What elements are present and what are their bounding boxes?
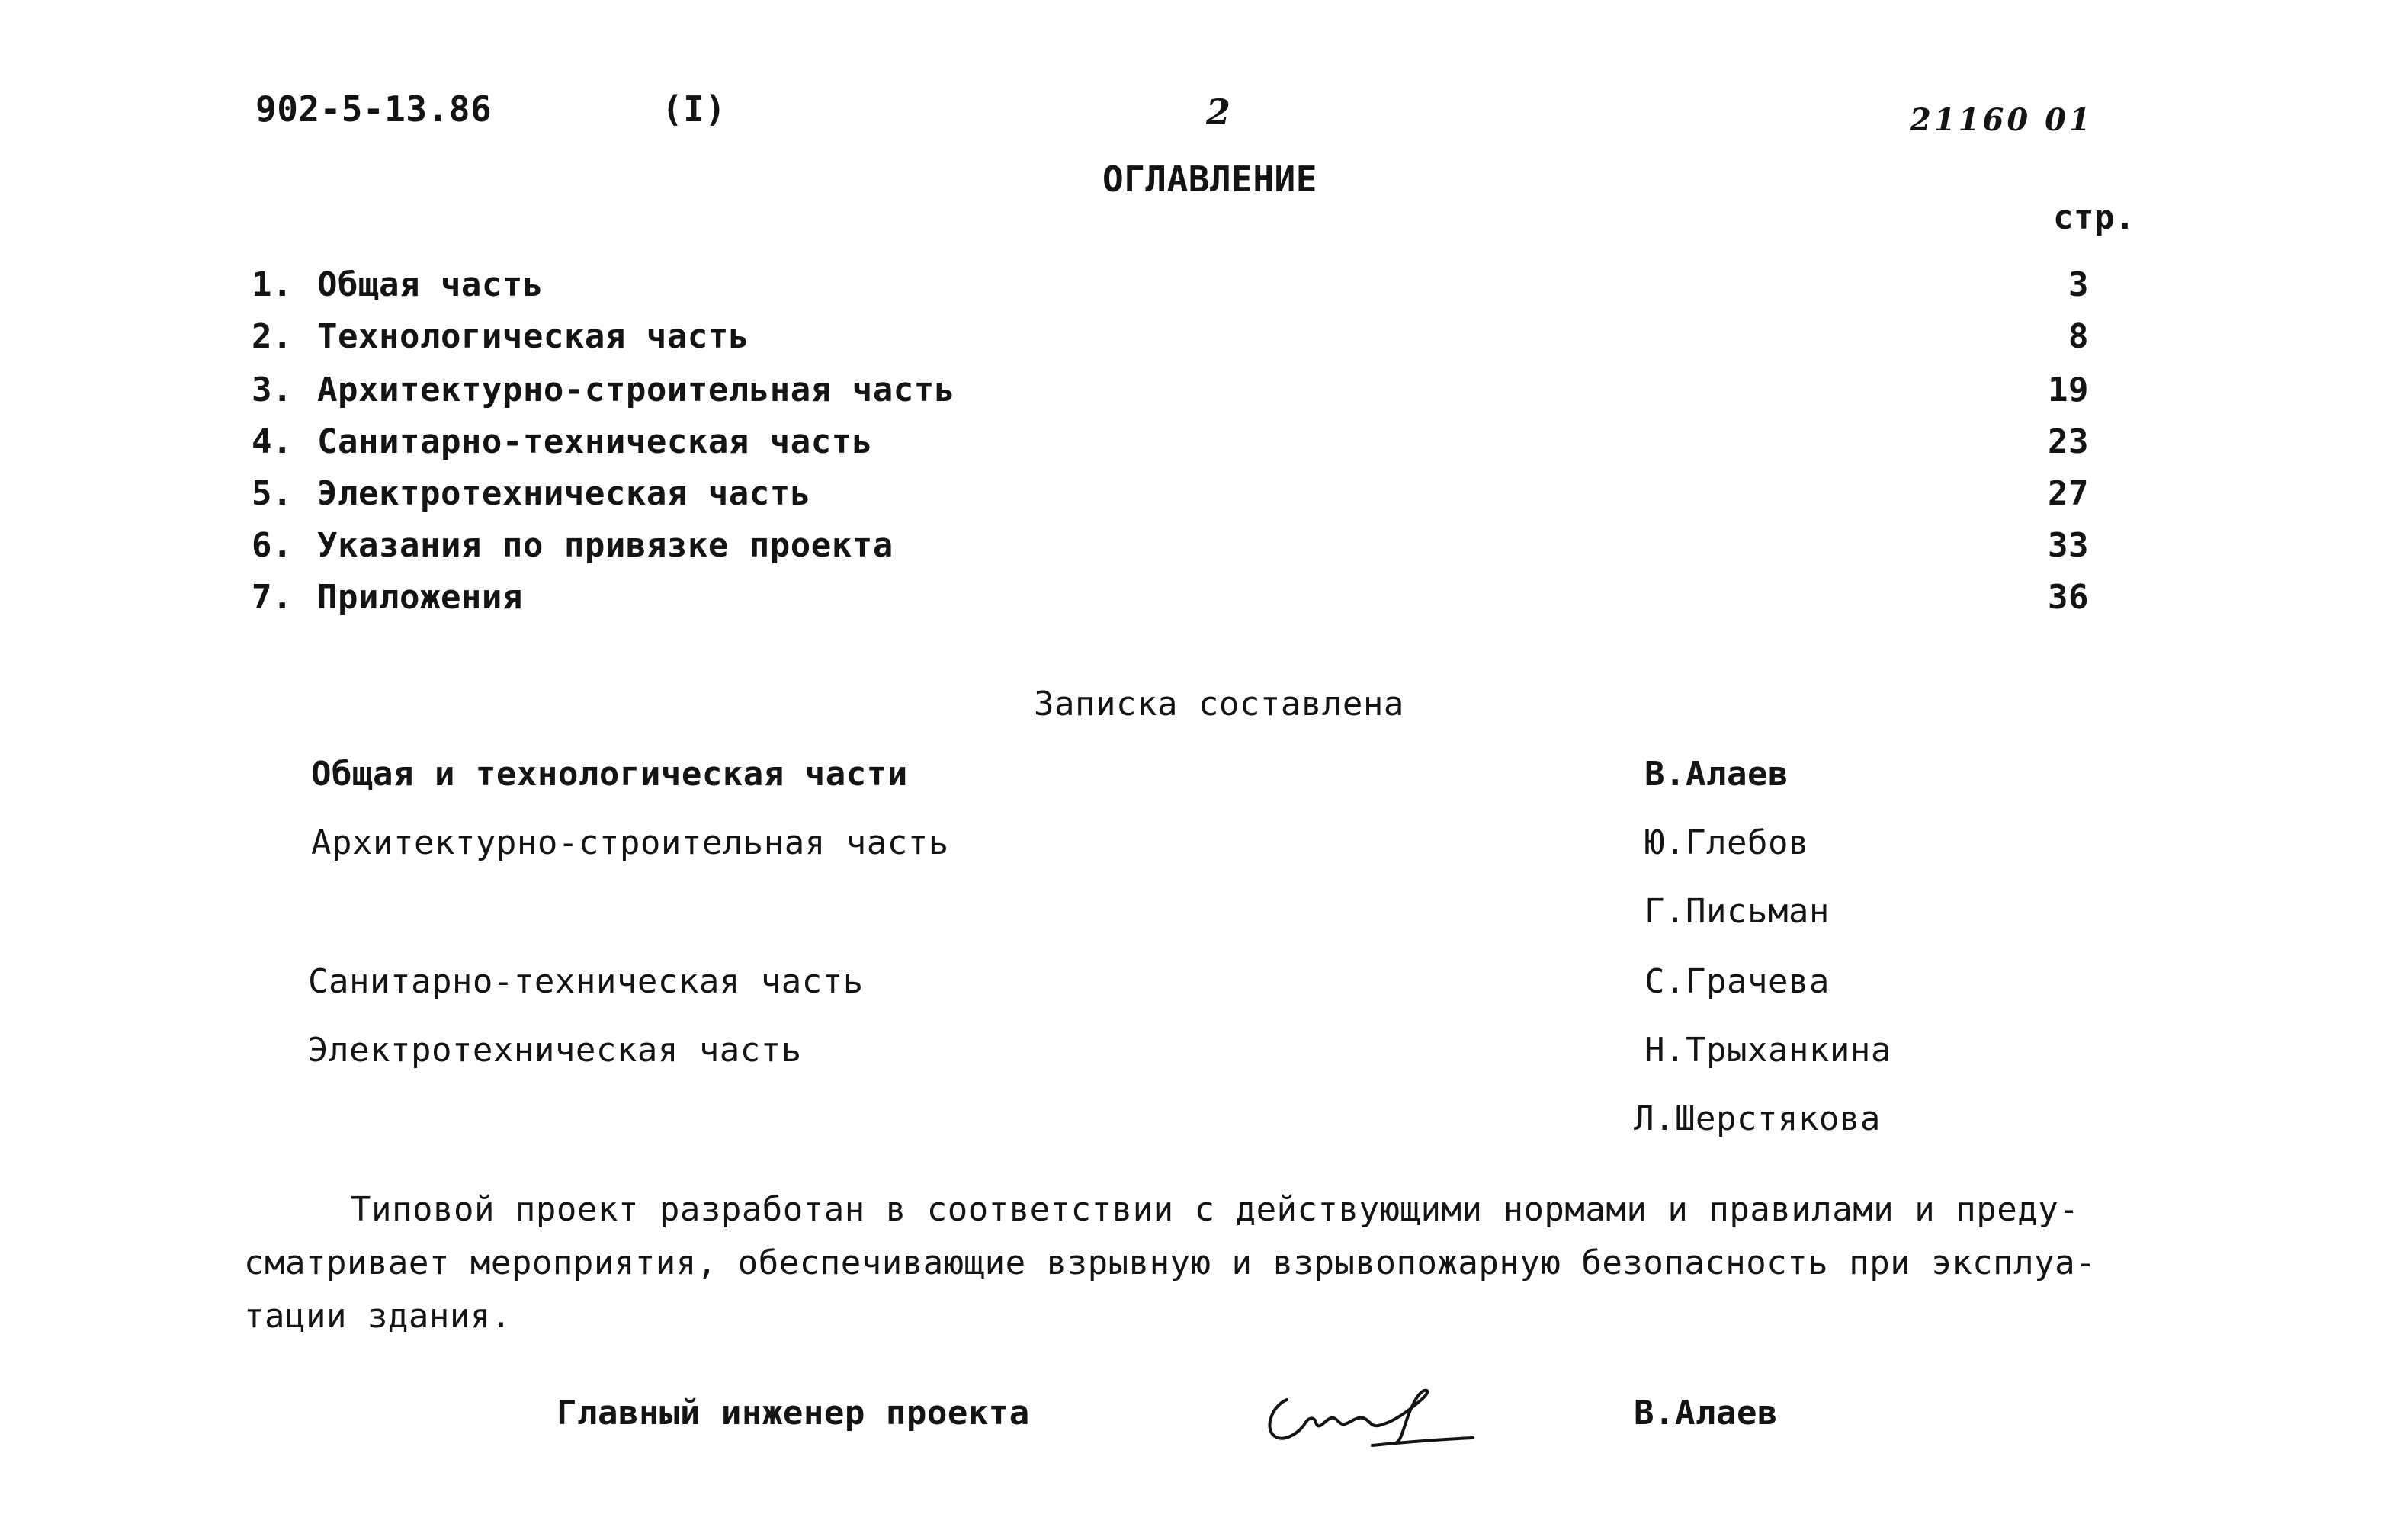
toc-item-page: 27 (2048, 474, 2089, 513)
toc-item-number: 5. (252, 474, 293, 513)
toc-item-number: 2. (252, 317, 293, 356)
author-name: С.Грачева (1644, 962, 1830, 1001)
toc-item-number: 4. (252, 422, 293, 461)
page-number: 2 (1206, 91, 1234, 133)
toc-item-number: 6. (252, 526, 293, 565)
author-section: Электротехническая часть (308, 1031, 802, 1070)
toc-item-page: 3 (2068, 265, 2089, 304)
toc-title: ОГЛАВЛЕНИЕ (1102, 159, 1317, 200)
toc-item-number: 3. (252, 371, 293, 409)
album-number: (I) (662, 88, 727, 130)
statement-line: Типовой проект разработан в соответствии с действующими нормами и правилами и преду- (351, 1190, 2080, 1229)
authors-title: Записка составлена (1034, 685, 1404, 723)
toc-item-number: 1. (252, 265, 293, 304)
toc-item-label: Технологическая часть (317, 317, 749, 356)
toc-item-label: Общая часть (317, 265, 544, 304)
toc-item-label: Архитектурно-строительная часть (317, 371, 955, 409)
toc-item-page: 36 (2048, 578, 2089, 617)
statement-line: сматривает мероприятия, обеспечивающие взрывную и взрывопожарную безопасность при эксплуа- (244, 1243, 2097, 1282)
toc-item-page: 8 (2068, 317, 2089, 356)
statement-line: тации здания. (244, 1297, 512, 1336)
toc-item-label: Санитарно-техническая часть (317, 422, 873, 461)
author-name: Н.Трыханкина (1644, 1031, 1891, 1070)
toc-item-page: 33 (2048, 526, 2089, 565)
statement-paragraph (244, 1183, 2135, 1343)
document-code: 902-5-13.86 (255, 88, 492, 130)
author-name: Г.Письман (1644, 892, 1830, 931)
author-name: Ю.Глебов (1644, 823, 1809, 862)
signoff-name: В.Алаев (1634, 1394, 1778, 1433)
toc-item-number: 7. (252, 578, 293, 617)
signoff-role: Главный инженер проекта (557, 1394, 1030, 1433)
handwritten-signature (1258, 1372, 1487, 1456)
author-name: Л.Шерстякова (1634, 1099, 1881, 1138)
author-section: Общая и технологическая части (311, 755, 908, 794)
toc-item-label: Приложения (317, 578, 523, 617)
author-section: Архитектурно-строительная часть (311, 823, 949, 862)
author-section: Санитарно-техническая часть (308, 962, 864, 1001)
toc-item-label: Указания по привязке проекта (317, 526, 894, 565)
sheet-code: 21160 01 (1910, 102, 2093, 138)
toc-item-label: Электротехническая часть (317, 474, 811, 513)
toc-item-page: 19 (2048, 371, 2089, 409)
toc-page-column-label: стр. (2053, 198, 2135, 237)
author-name: В.Алаев (1644, 755, 1789, 794)
toc-item-page: 23 (2048, 422, 2089, 461)
